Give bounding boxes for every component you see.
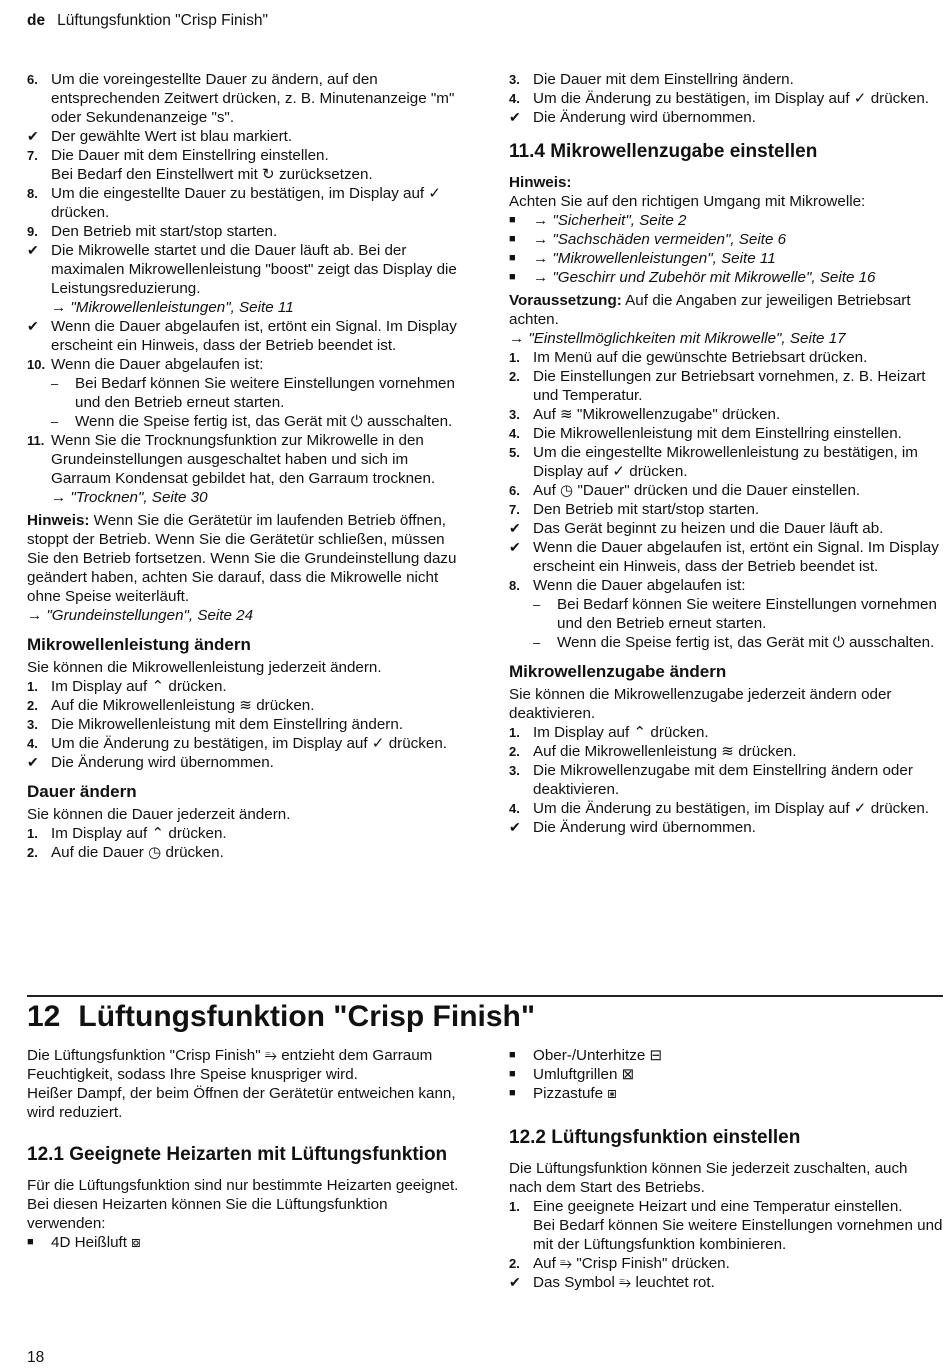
list-item: 2. Auf die Dauer ◷ drücken. bbox=[27, 844, 224, 861]
hinweis-label: Hinweis: bbox=[509, 174, 572, 191]
list-item: ■ 4D Heißluft ⧇ bbox=[27, 1234, 141, 1251]
list-item: 6. Auf ◷ "Dauer" drücken und die Dauer einstellen. bbox=[509, 482, 861, 499]
list-item: ✔ Der gewählte Wert ist blau markiert. bbox=[27, 128, 293, 145]
paragraph: Sie können die Mikrowellenleistung jederzeit ändern. bbox=[27, 659, 382, 676]
list-item: 3. Auf ≋ "Mikrowellenzugabe" drücken. bbox=[509, 406, 781, 423]
list-item: 7. Den Betrieb mit start/stop starten. bbox=[509, 501, 760, 518]
list-item: 7. Die Dauer mit dem Einstellring einstellen. Bei Bedarf den Einstellwert mit ↻ zurücksetzen. bbox=[27, 147, 373, 183]
list-item: 8. Wenn die Dauer abgelaufen ist: bbox=[509, 577, 746, 594]
chapter-rule bbox=[27, 995, 943, 997]
list-item: ■ Ober-/Unterhitze ⊟ bbox=[509, 1047, 663, 1064]
list-item: 4. Um die Änderung zu bestätigen, im Display auf ✓ drücken. bbox=[509, 90, 929, 107]
paragraph: Die Lüftungsfunktion "Crisp Finish" ⥱ entzieht dem Garraum Feuchtigkeit, sodass Ihre Speise knuspriger wird. bbox=[27, 1047, 433, 1083]
list-item: ■ → "Geschirr und Zubehör mit Mikrowelle", Seite 16 bbox=[509, 269, 876, 286]
list-item: ✔ Das Symbol ⥱ leuchtet rot. bbox=[509, 1274, 715, 1291]
paragraph: Sie können die Dauer jederzeit ändern. bbox=[27, 806, 291, 823]
list-item: ✔ Das Gerät beginnt zu heizen und die Dauer läuft ab. bbox=[509, 520, 884, 537]
list-item: 8. Um die eingestellte Dauer zu bestätigen, im Display auf ✓ drücken. bbox=[27, 185, 442, 221]
list-item: – Bei Bedarf können Sie weitere Einstellungen vornehmen und den Betrieb erneut starten. bbox=[51, 375, 455, 411]
list-item: ✔ Die Änderung wird übernommen. bbox=[27, 754, 274, 771]
heading-12-2: 12.2 Lüftungsfunktion einstellen bbox=[509, 1127, 801, 1148]
list-item: ■ → "Sicherheit", Seite 2 bbox=[509, 212, 687, 229]
list-item: 1. Im Menü auf die gewünschte Betriebsart drücken. bbox=[509, 349, 868, 366]
left-column bbox=[27, 70, 467, 862]
list-item: 2. Auf die Mikrowellenleistung ≋ drücken. bbox=[509, 743, 797, 760]
list-item: 3. Die Mikrowellenzugabe mit dem Einstellring ändern oder deaktivieren. bbox=[509, 762, 913, 798]
heading-dauer: Dauer ändern bbox=[27, 782, 137, 801]
list-item: 4. Um die Änderung zu bestätigen, im Display auf ✓ drücken. bbox=[509, 800, 929, 817]
chapter-title: 12 Lüftungsfunktion "Crisp Finish" bbox=[27, 1000, 536, 1033]
voraussetzung-ref: → "Einstellmöglichkeiten mit Mikrowelle", Seite 17 bbox=[509, 330, 846, 347]
header-lang: de bbox=[27, 12, 46, 29]
paragraph: Bei diesen Heizarten können Sie die Lüftungsfunktion verwenden: bbox=[27, 1196, 388, 1232]
header-title: Lüftungsfunktion "Crisp Finish" bbox=[57, 12, 268, 29]
list-item: 5. Um die eingestellte Mikrowellenleistung zu bestätigen, im Display auf ✓ drücken. bbox=[509, 444, 918, 480]
list-item: ■ → "Sachschäden vermeiden", Seite 6 bbox=[509, 231, 787, 248]
page-number: 18 bbox=[27, 1349, 45, 1366]
list-item: 2. Die Einstellungen zur Betriebsart vornehmen, z. B. Heizart und Temperatur. bbox=[509, 368, 926, 404]
list-item: 3. Die Mikrowellenleistung mit dem Einstellring ändern. bbox=[27, 716, 403, 733]
list-item: 6. Um die voreingestellte Dauer zu ändern, auf den entsprechenden Zeitwert drücken, z. B. Minutenanzeige "m" oder Sekundenanzeige "s". bbox=[27, 71, 455, 126]
list-item: ■ → "Mikrowellenleistungen", Seite 11 bbox=[509, 250, 776, 267]
paragraph: Für die Lüftungsfunktion sind nur bestimmte Heizarten geeignet. bbox=[27, 1177, 459, 1194]
right-column bbox=[509, 70, 941, 837]
list-item: ■ Umluftgrillen ⊠ bbox=[509, 1066, 635, 1083]
list-item: ✔ Wenn die Dauer abgelaufen ist, ertönt ein Signal. Im Display erscheint ein Hinweis, dass der Betrieb beendet ist. bbox=[509, 539, 939, 575]
list-item: ✔ Die Änderung wird übernommen. bbox=[509, 819, 756, 836]
heading-11-4: 11.4 Mikrowellenzugabe einstellen bbox=[509, 141, 818, 162]
list-item: – Wenn die Speise fertig ist, das Gerät mit ⏻ ausschalten. bbox=[51, 413, 453, 430]
list-item: 11. Wenn Sie die Trocknungsfunktion zur Mikrowelle in den Grundeinstellungen ausgeschaltet haben und sich im Garraum Kondensat gebildet hat, den Garraum trocknen. → "Trocknen", Seite 30 bbox=[27, 432, 436, 506]
note-ref: → "Grundeinstellungen", Seite 24 bbox=[27, 607, 254, 624]
heading-mw: Mikrowellenleistung ändern bbox=[27, 635, 251, 654]
list-item: ■ Pizzastufe ⧆ bbox=[509, 1085, 617, 1102]
paragraph: Sie können die Mikrowellenzugabe jederzeit ändern oder deaktivieren. bbox=[509, 686, 892, 722]
chapter-right-column bbox=[509, 1046, 943, 1292]
list-item: 9. Den Betrieb mit start/stop starten. bbox=[27, 223, 278, 240]
chapter-left-column bbox=[27, 1046, 467, 1252]
list-item: 4. Um die Änderung zu bestätigen, im Display auf ✓ drücken. bbox=[27, 735, 447, 752]
heading-12-1: 12.1 Geeignete Heizarten mit Lüftungsfunktion bbox=[27, 1144, 448, 1165]
list-item: ✔ Die Mikrowelle startet und die Dauer läuft ab. Bei der maximalen Mikrowellenleistung "boost" zeigt das Display die Leistungsreduzierung. → "Mikrowellenleistungen", Seite 11 bbox=[27, 242, 457, 316]
list-item: 2. Auf ⥱ "Crisp Finish" drücken. bbox=[509, 1255, 730, 1272]
voraussetzung: Voraussetzung: Auf die Angaben zur jeweiligen Betriebsart achten. bbox=[509, 292, 911, 328]
list-item: – Bei Bedarf können Sie weitere Einstellungen vornehmen und den Betrieb erneut starten. bbox=[533, 596, 937, 632]
list-item: 1. Im Display auf ⌃ drücken. bbox=[27, 678, 227, 695]
list-item: 4. Die Mikrowellenleistung mit dem Einstellring einstellen. bbox=[509, 425, 902, 442]
note: Hinweis: Wenn Sie die Gerätetür im laufenden Betrieb öffnen, stoppt der Betrieb. Wenn Sie die Gerätetür schließen, müssen Sie den Betrieb fortsetzen. Wenn Sie die Grundeinstellung dazu geändert haben, achten Sie darauf, dass die Mikrowelle nicht ohne Speise weiterläuft. bbox=[27, 512, 457, 605]
list-item: 1. Im Display auf ⌃ drücken. bbox=[27, 825, 227, 842]
paragraph: Die Lüftungsfunktion können Sie jederzeit zuschalten, auch nach dem Start des Betriebs. bbox=[509, 1160, 908, 1196]
list-item: ✔ Wenn die Dauer abgelaufen ist, ertönt ein Signal. Im Display erscheint ein Hinweis, dass der Betrieb beendet ist. bbox=[27, 318, 457, 354]
list-item: 1. Im Display auf ⌃ drücken. bbox=[509, 724, 709, 741]
list-item: 3. Die Dauer mit dem Einstellring ändern. bbox=[509, 71, 794, 88]
heading-mz: Mikrowellenzugabe ändern bbox=[509, 662, 727, 681]
paragraph: Achten Sie auf den richtigen Umgang mit Mikrowelle: bbox=[509, 193, 866, 210]
list-item: 2. Auf die Mikrowellenleistung ≋ drücken. bbox=[27, 697, 315, 714]
paragraph: Heißer Dampf, der beim Öffnen der Gerätetür entweichen kann, wird reduziert. bbox=[27, 1085, 456, 1121]
list-item: ✔ Die Änderung wird übernommen. bbox=[509, 109, 756, 126]
list-item: – Wenn die Speise fertig ist, das Gerät mit ⏻ ausschalten. bbox=[533, 634, 935, 651]
list-item: 10. Wenn die Dauer abgelaufen ist: bbox=[27, 356, 264, 373]
page-header bbox=[27, 12, 268, 30]
list-item: 1. Eine geeignete Heizart und eine Temperatur einstellen. Bei Bedarf können Sie weitere Einstellungen vornehmen und mit der Lüftungsfunktion kombinieren. bbox=[509, 1198, 943, 1253]
